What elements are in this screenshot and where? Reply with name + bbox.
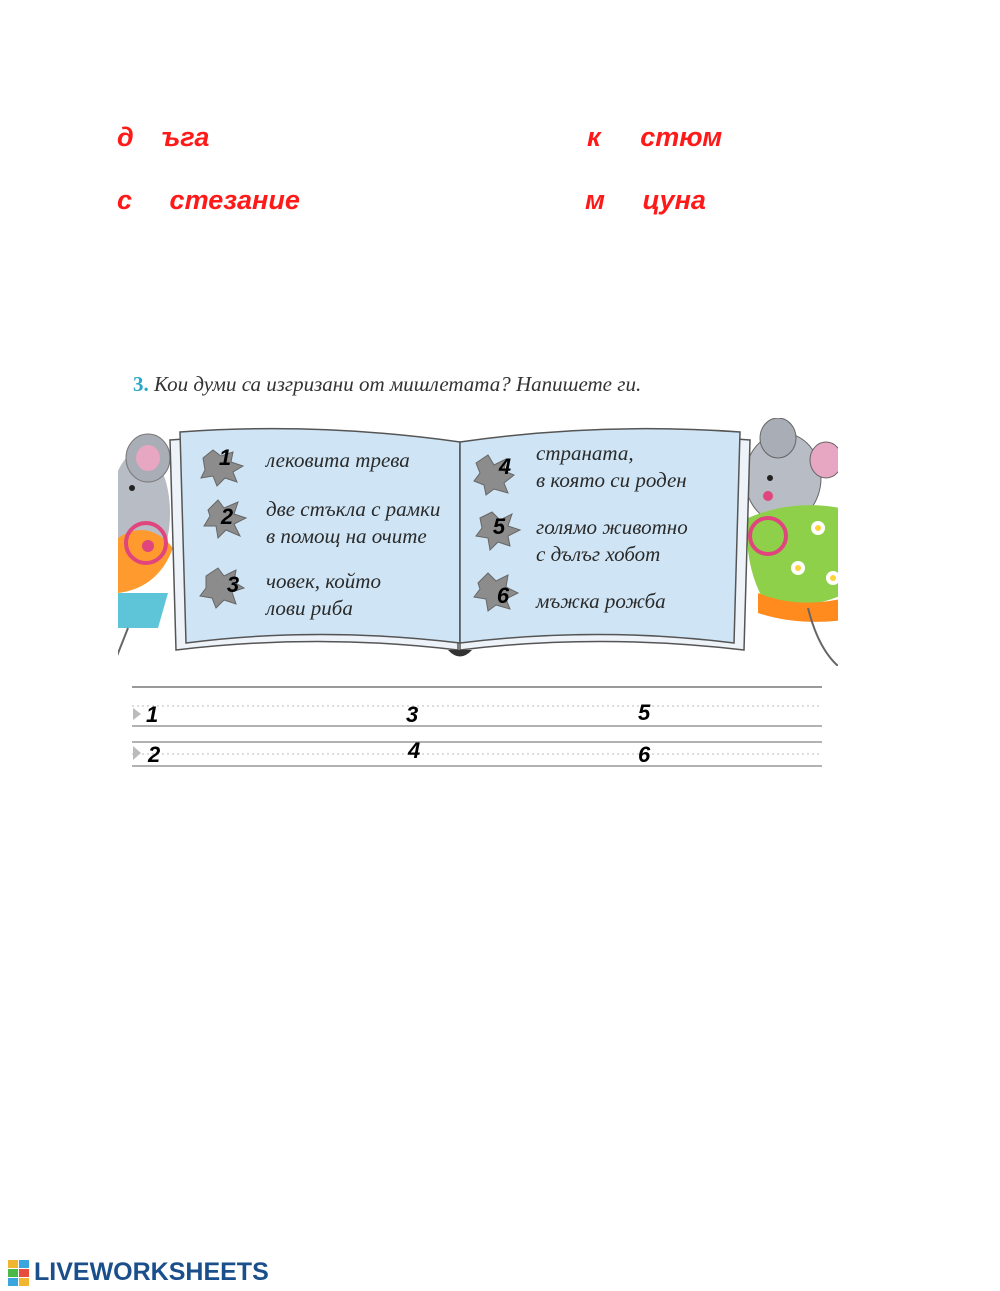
clue-5-line-1: голямо животно bbox=[536, 515, 688, 539]
mouse-right-illustration bbox=[745, 418, 838, 666]
word-4 bbox=[585, 185, 706, 216]
word-3-letter: с bbox=[117, 185, 133, 215]
clue-3-number: 3 bbox=[226, 572, 240, 597]
footer-brand: LIVEWORKSHEETS bbox=[34, 1258, 269, 1286]
word-1-rest: ъга bbox=[161, 122, 210, 152]
clue-3-line-2: лови риба bbox=[266, 596, 353, 620]
task-number: 3. bbox=[133, 372, 149, 396]
clue-3-line-1: човек, който bbox=[266, 569, 381, 593]
word-2-rest: стюм bbox=[640, 122, 723, 152]
clue-3-text bbox=[266, 568, 381, 622]
word-3 bbox=[117, 185, 300, 216]
liveworksheets-logo-icon bbox=[8, 1260, 30, 1286]
clue-5-line-2: с дълъг хобот bbox=[536, 542, 661, 566]
answer-6[interactable]: 6 bbox=[638, 742, 651, 767]
clue-6-text bbox=[536, 588, 666, 615]
word-1 bbox=[117, 122, 209, 153]
clue-5-text bbox=[536, 514, 688, 568]
answer-2[interactable]: 2 bbox=[148, 742, 161, 767]
clue-4-line-1: страната, bbox=[536, 441, 634, 465]
clue-2-line-1: две стъкла с рамки bbox=[266, 497, 441, 521]
answer-lines-svg bbox=[132, 686, 822, 768]
clue-2-number: 2 bbox=[220, 504, 234, 529]
task-title bbox=[133, 372, 641, 397]
answer-3[interactable]: 3 bbox=[406, 702, 419, 727]
clue-1-line-1: лековита трева bbox=[266, 448, 410, 472]
clue-2-line-2: в помощ на очите bbox=[266, 524, 427, 548]
clue-4-line-2: в която си роден bbox=[536, 468, 687, 492]
word-4-rest: цуна bbox=[642, 185, 706, 215]
book-illustration bbox=[118, 418, 838, 666]
clue-6-number: 6 bbox=[496, 583, 510, 608]
answer-1[interactable]: 1 bbox=[146, 702, 159, 727]
clue-2-text bbox=[266, 496, 440, 550]
answer-5[interactable]: 5 bbox=[638, 700, 651, 725]
clue-1-number: 1 bbox=[218, 445, 232, 470]
footer-logo[interactable] bbox=[8, 1258, 269, 1287]
task-text: Кои думи са изгризани от мишлетата? Напишете ги. bbox=[154, 372, 642, 396]
clue-1-text bbox=[266, 447, 410, 474]
word-4-letter: м bbox=[585, 185, 605, 215]
word-3-rest: стезание bbox=[169, 185, 300, 215]
mouse-left-illustration bbox=[118, 434, 173, 666]
clue-4-number: 4 bbox=[498, 454, 512, 479]
answer-4[interactable]: 4 bbox=[408, 738, 421, 763]
word-2-letter: к bbox=[587, 122, 601, 152]
clue-5-number: 5 bbox=[492, 514, 506, 539]
clue-4-text bbox=[536, 440, 687, 494]
clue-6-line-1: мъжка рожба bbox=[536, 589, 666, 613]
word-2 bbox=[587, 122, 722, 153]
word-1-letter: д bbox=[117, 122, 134, 152]
answer-lines bbox=[132, 686, 822, 768]
